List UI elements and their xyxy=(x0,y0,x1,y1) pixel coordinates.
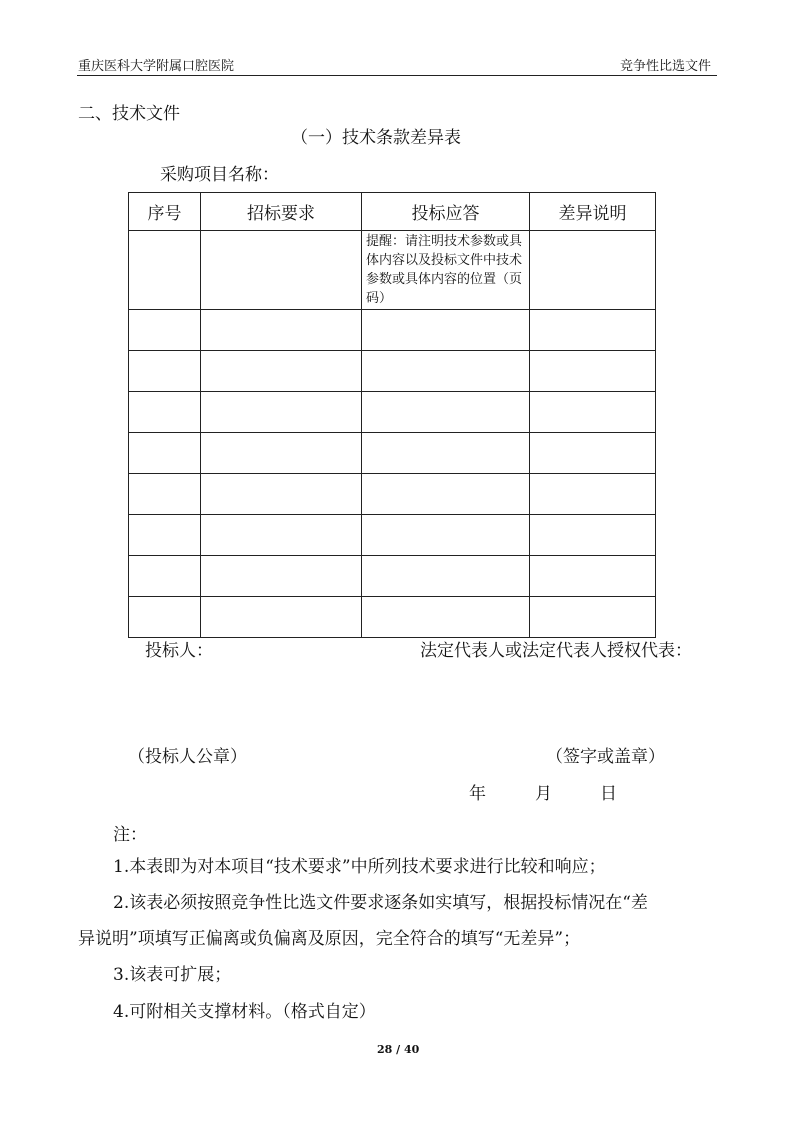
table-cell[interactable] xyxy=(530,310,656,351)
note-item-3: 3.该表可扩展； xyxy=(113,965,232,985)
table-cell[interactable] xyxy=(129,474,201,515)
table-cell[interactable] xyxy=(530,556,656,597)
column-header-index: 序号 xyxy=(129,193,201,231)
table-cell[interactable] xyxy=(362,433,530,474)
table-cell[interactable] xyxy=(129,597,201,638)
table-title: （一）技术条款差异表 xyxy=(291,128,461,148)
note-item-4: 4.可附相关支撑材料。（格式自定） xyxy=(113,1002,376,1022)
table-cell[interactable] xyxy=(530,474,656,515)
table-cell[interactable] xyxy=(129,556,201,597)
table-cell[interactable] xyxy=(201,474,362,515)
table-cell[interactable] xyxy=(201,310,362,351)
table-cell[interactable] xyxy=(362,556,530,597)
column-header-difference: 差异说明 xyxy=(530,193,656,231)
table-cell[interactable] xyxy=(201,597,362,638)
bidder-label: 投标人： xyxy=(145,641,213,661)
header-rule xyxy=(77,75,717,76)
table-cell[interactable] xyxy=(362,597,530,638)
table-row xyxy=(129,474,656,515)
table-cell[interactable] xyxy=(362,392,530,433)
table-row xyxy=(129,597,656,638)
table-cell[interactable] xyxy=(530,351,656,392)
note-item-2: 2.该表必须按照竞争性比选文件要求逐条如实填写，根据投标情况在“差 xyxy=(113,893,648,913)
table-row xyxy=(129,231,656,310)
table-cell[interactable] xyxy=(201,351,362,392)
table-cell[interactable] xyxy=(362,515,530,556)
table-cell[interactable] xyxy=(201,556,362,597)
table-cell[interactable] xyxy=(530,597,656,638)
table-cell[interactable] xyxy=(362,474,530,515)
table-row xyxy=(129,556,656,597)
table-cell[interactable] xyxy=(201,515,362,556)
date-year: 年 xyxy=(469,784,486,804)
table-cell[interactable] xyxy=(129,351,201,392)
header-left: 重庆医科大学附属口腔医院 xyxy=(78,59,235,74)
table-cell[interactable] xyxy=(530,515,656,556)
note-item-1: 1.本表即为对本项目“技术要求”中所列技术要求进行比较和响应； xyxy=(113,857,606,877)
table-row xyxy=(129,515,656,556)
table-row xyxy=(129,351,656,392)
table-cell[interactable] xyxy=(530,231,656,310)
table-cell[interactable] xyxy=(129,433,201,474)
table-cell[interactable] xyxy=(129,392,201,433)
table-cell[interactable] xyxy=(201,392,362,433)
table-cell[interactable] xyxy=(362,351,530,392)
table-cell[interactable] xyxy=(530,392,656,433)
date-month: 月 xyxy=(535,784,552,804)
project-name-label: 采购项目名称： xyxy=(160,165,279,185)
table-row xyxy=(129,310,656,351)
reminder-note: 提醒：请注明技术参数或具体内容以及投标文件中技术参数或具体内容的位置（页码） xyxy=(366,234,523,306)
table-cell[interactable] xyxy=(530,433,656,474)
table-header-row xyxy=(129,193,656,231)
table-cell[interactable] xyxy=(201,231,362,310)
table-row xyxy=(129,392,656,433)
section-title: 二、技术文件 xyxy=(78,104,180,124)
seal-label: （投标人公章） xyxy=(128,747,247,767)
table-cell[interactable] xyxy=(129,515,201,556)
table-row xyxy=(129,433,656,474)
table-cell[interactable] xyxy=(362,231,530,310)
header-right: 竞争性比选文件 xyxy=(620,59,712,74)
notes-title: 注： xyxy=(113,825,147,845)
table-cell[interactable] xyxy=(201,433,362,474)
table-cell[interactable] xyxy=(129,310,201,351)
table-cell[interactable] xyxy=(362,310,530,351)
legal-rep-label: 法定代表人或法定代表人授权代表： xyxy=(420,641,692,661)
table-cell[interactable] xyxy=(129,231,201,310)
page-number: 28 / 40 xyxy=(377,1043,420,1056)
date-day: 日 xyxy=(600,784,617,804)
column-header-requirement: 招标要求 xyxy=(201,193,362,231)
difference-table xyxy=(128,192,656,638)
note-item-2-cont: 异说明”项填写正偏离或负偏离及原因，完全符合的填写“无差异”； xyxy=(78,929,581,949)
column-header-response: 投标应答 xyxy=(362,193,530,231)
sign-label: （签字或盖章） xyxy=(546,747,665,767)
